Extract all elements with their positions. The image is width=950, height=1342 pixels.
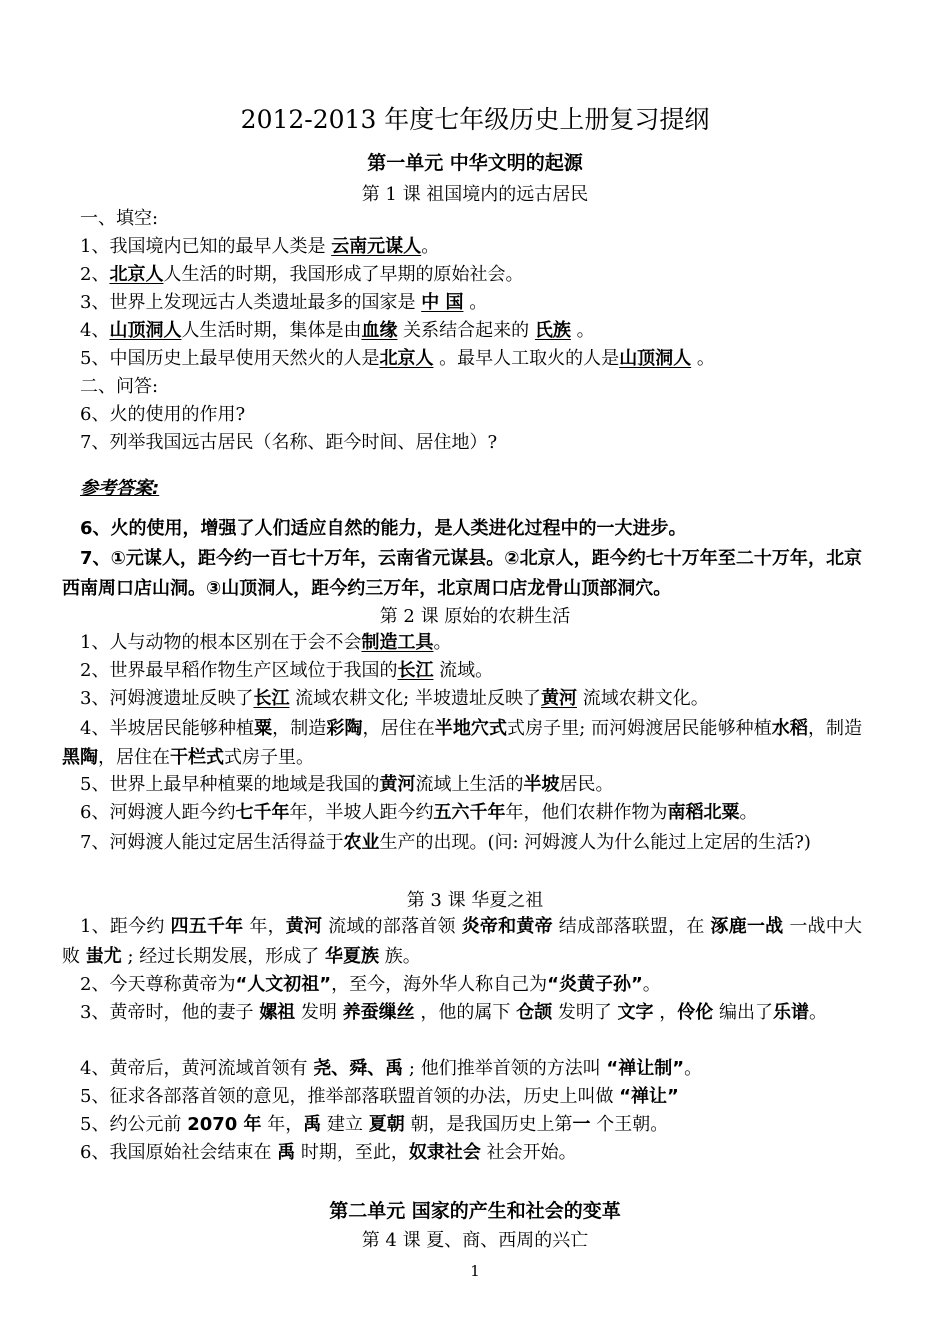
- lesson1-q5: 5、中国历史上最早使用天然火的人是北京人 。最早人工取火的人是山顶洞人 。: [80, 348, 715, 369]
- lesson2-q2: 2、世界最早稻作物生产区域位于我国的长江 流域。: [80, 660, 494, 681]
- lesson3-q4: 4、黄帝后，黄河流域首领有 尧、舜、禹 ; 他们推举首领的方法叫 “禅让制”。: [80, 1058, 703, 1079]
- lesson3-title: 第 3 课 华夏之祖: [406, 890, 544, 911]
- lesson2-q4: 4、半坡居民能够种植粟，制造彩陶，居住在半地穴式式房子里; 而河姆渡居民能够种植水稻，制造黑陶，居住在干栏式式房子里。: [62, 718, 863, 768]
- lesson3-q5a: 5、征求各部落首领的意见，推举部落联盟首领的办法，历史上叫做 “禅让”: [80, 1086, 679, 1107]
- unit2-title: 第二单元 国家的产生和社会的变革: [329, 1200, 621, 1222]
- answer: 云南元谋人: [331, 236, 422, 257]
- answer: 长江: [397, 660, 434, 681]
- lesson1-q3: 3、世界上发现远古人类遗址最多的国家是 中 国 。: [80, 292, 488, 313]
- lesson2-q6: 6、河姆渡人距今约七千年年，半坡人距今约五六千年年，他们农耕作物为南稻北粟。: [80, 802, 758, 823]
- lesson2-q5: 5、世界上最早种植粟的地域是我国的黄河流域上生活的半坡居民。: [80, 774, 614, 795]
- lesson2-title: 第 2 课 原始的农耕生活: [379, 606, 571, 627]
- answer: 氏族: [534, 320, 571, 341]
- lesson3-q3: 3、黄帝时，他的妻子 嫘祖 发明 养蚕缫丝 ，他的属下 仓颉 发明了 文字 ，伶伦 编出了乐谱。: [80, 1002, 828, 1023]
- unit1-title: 第一单元 中华文明的起源: [367, 152, 583, 174]
- section-fill-heading: 一、填空:: [80, 208, 159, 229]
- lesson1-q4: 4、山顶洞人人生活时期，集体是由血缘 关系结合起来的 氏族 。: [80, 320, 595, 341]
- page-title: 2012-2013 年度七年级历史上册复习提纲: [240, 105, 710, 134]
- lesson3-q2: 2、今天尊称黄帝为“人文初祖”，至今，海外华人称自己为“炎黄子孙”。: [80, 974, 661, 995]
- lesson2-q3: 3、河姆渡遗址反映了长江 流域农耕文化; 半坡遗址反映了黄河 流域农耕文化。: [80, 688, 709, 709]
- answer: 中 国: [421, 292, 464, 313]
- answer: 血缘: [361, 320, 398, 341]
- lesson2-q7: 7、河姆渡人能过定居生活得益于农业生产的出现。(问: 河姆渡人为什么能过上定居的生活?): [80, 832, 811, 853]
- lesson1-q7: 7、列举我国远古居民（名称、距今时间、居住地）?: [80, 432, 498, 453]
- answer: 山顶洞人: [619, 348, 692, 369]
- answer: 制造工具: [361, 632, 434, 653]
- answer-7: 7、①元谋人，距今约一百七十万年，云南省元谋县。②北京人，距今约七十万年至二十万年，北京西南周口店山洞。③山顶洞人，距今约三万年，北京周口店龙骨山顶部洞穴。: [62, 548, 862, 599]
- answer: 黄河: [540, 688, 577, 709]
- lesson1-q6: 6、火的使用的作用?: [80, 404, 246, 425]
- lesson2-q1: 1、人与动物的根本区别在于会不会制造工具。: [80, 632, 452, 653]
- lesson4-title: 第 4 课 夏、商、西周的兴亡: [361, 1230, 589, 1251]
- lesson3-q1: 1、距今约 四五千年 年，黄河 流域的部落首领 炎帝和黄帝 结成部落联盟，在 涿鹿一战 一战中大败 蚩尤 ; 经过长期发展，形成了 华夏族 族。: [62, 916, 863, 967]
- lesson1-q1: 1、我国境内已知的最早人类是 云南元谋人。: [80, 236, 440, 257]
- answer: 北京人: [109, 264, 164, 285]
- reference-answer-label: 参考答案:: [80, 478, 160, 499]
- answer: 山顶洞人: [109, 320, 182, 341]
- lesson1-title: 第 1 课 祖国境内的远古居民: [361, 184, 589, 205]
- lesson1-q2: 2、北京人人生活的时期，我国形成了早期的原始社会。: [80, 264, 524, 285]
- answer-6: 6、火的使用，增强了人们适应自然的能力，是人类进化过程中的一大进步。: [80, 518, 687, 539]
- lesson3-q5b: 5、约公元前 2070 年 年，禹 建立 夏朝 朝，是我国历史上第一 个王朝。: [80, 1114, 669, 1135]
- answer: 长江: [253, 688, 290, 709]
- section-qa-heading: 二、问答:: [80, 376, 159, 397]
- page-number: 1: [470, 1262, 480, 1280]
- lesson3-q6: 6、我国原始社会结束在 禹 时期，至此，奴隶社会 社会开始。: [80, 1142, 577, 1163]
- answer: 北京人: [379, 348, 434, 369]
